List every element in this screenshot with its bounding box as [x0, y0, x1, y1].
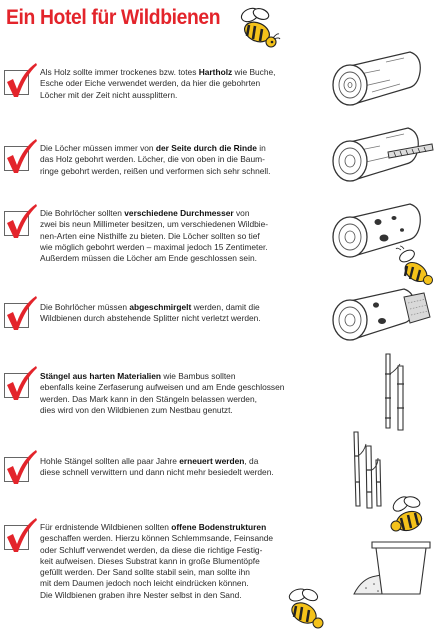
tip-run: nen-Arten eine Nisthilfe zu bieten. Die Löcher sollten so tief — [40, 230, 260, 241]
tip-line — [40, 545, 273, 556]
tip-run: ringe gebohrt werden, reißen und verformen sich sehr schnell. — [40, 165, 271, 176]
tip-text — [40, 456, 274, 479]
log-sandpaper-icon — [320, 283, 432, 351]
tip-text — [40, 371, 284, 416]
tip-run: mit dem Daumen jedoch noch leicht eindrücken können. — [40, 578, 249, 589]
tip-run: ebenfalls keine Zerfaserung aufweisen und am Ende geschlossen — [40, 382, 285, 393]
tip-line — [40, 231, 268, 242]
bee-icon — [235, 6, 281, 50]
tip-run: in — [256, 143, 266, 153]
bee-icon — [282, 586, 328, 630]
tip-run: Die Wildbienen graben ihre Nester selbst in den Sand. — [40, 589, 242, 600]
tip-highlight: Stängel aus harten Materialien — [40, 371, 162, 381]
tip-line — [40, 371, 284, 382]
tip-text — [40, 302, 261, 325]
checkbox-icon — [4, 457, 29, 482]
tip-line — [40, 382, 284, 393]
tip-highlight: erneuert werden — [179, 456, 245, 466]
tip-run: Wildbienen durch abstehende Splitter nicht verletzt werden. — [40, 313, 261, 324]
tip-run: das Holz gebohrt werden. Löcher, die von oben in die Baum- — [40, 154, 265, 165]
tip-line — [40, 154, 270, 165]
tip-line — [40, 78, 276, 89]
tip-text — [40, 67, 276, 101]
tip-text — [40, 522, 273, 601]
checkbox-icon — [4, 211, 29, 236]
tip-run: , da — [244, 456, 259, 466]
tip-line — [40, 166, 270, 177]
tip-line — [40, 143, 270, 154]
bee-icon — [395, 246, 437, 284]
tip-run: Als Holz sollte immer trockenes bzw. totes — [40, 67, 199, 77]
tip-run: Für erdnistende Wildbienen sollten — [40, 522, 172, 532]
tip-line — [40, 533, 273, 544]
tip-run: gefüllt werden. Der Sand sollte stabil sein, man sollte ihn — [40, 567, 250, 578]
tip-line — [40, 567, 273, 578]
tip-run: Die Bohrlöcher sollten — [40, 208, 125, 218]
tip-run: Esche oder Eiche verwendet werden, da hier die gebohrten — [40, 78, 261, 89]
tip-run: dies wird von den Wildbienen zum Nestbau genutzt. — [40, 404, 233, 415]
tip-run: Hohle Stängel sollten alle paar Jahre — [40, 456, 180, 466]
tip-line — [40, 405, 284, 416]
tip-line — [40, 313, 261, 324]
hollow-stalks-icon — [348, 426, 388, 510]
tip-line — [40, 208, 268, 219]
checkbox-icon — [4, 146, 29, 171]
checkbox-icon — [4, 303, 29, 328]
sand-pot-icon — [352, 538, 436, 598]
tip-run: Außerdem müssen die Löcher am Ende geschlossen sein. — [40, 253, 257, 264]
tip-text — [40, 208, 268, 264]
checkbox-icon — [4, 70, 29, 95]
tip-highlight: Hartholz — [198, 67, 233, 77]
tip-run: werden, damit die — [191, 302, 260, 312]
tip-run: keit aufweisen. Dieses Substrat kann in große Blumentöpfe — [40, 555, 260, 566]
tip-run: von — [233, 208, 250, 218]
tip-line — [40, 67, 276, 78]
page-title: Ein Hotel für Wildbienen — [6, 6, 221, 29]
tip-run: Die Löcher müssen immer von — [40, 143, 156, 153]
tip-highlight: abgeschmirgelt — [129, 302, 192, 312]
tip-line — [40, 522, 273, 533]
log-drill-icon — [320, 122, 438, 192]
tip-line — [40, 90, 276, 101]
tip-run: wie Buche, — [232, 67, 276, 77]
tip-line — [40, 394, 284, 405]
tip-line — [40, 578, 273, 589]
tip-line — [40, 556, 273, 567]
checkbox-icon — [4, 525, 29, 550]
tip-run: zwei bis neun Millimeter besitzen, um verschiedenen Wildbie- — [40, 219, 269, 230]
checkbox-icon — [4, 373, 29, 398]
tip-line — [40, 219, 268, 230]
tip-run: werden. Das Mark kann in den Stängeln belassen werden, — [40, 393, 257, 404]
bamboo-stalks-icon — [378, 352, 414, 432]
tip-run: wie möglich gebohrt werden – maximal jedoch 15 Zentimeter. — [40, 241, 268, 252]
tip-highlight: offene Bodenstrukturen — [171, 522, 267, 532]
tip-text — [40, 143, 270, 177]
tip-run: diese schnell verwittern und dann nicht mehr besiedelt werden. — [40, 467, 274, 478]
tip-line — [40, 590, 273, 601]
tip-line — [40, 302, 261, 313]
log-icon — [320, 48, 428, 116]
tip-run: Löcher mit der Zeit nicht aussplittern. — [40, 89, 178, 100]
tip-highlight: der Seite durch die Rinde — [155, 143, 257, 153]
tip-highlight: verschiedene Durchmesser — [124, 208, 234, 218]
bee-icon — [388, 494, 434, 536]
tip-line — [40, 456, 274, 467]
tip-line — [40, 242, 268, 253]
tip-line — [40, 253, 268, 264]
tip-line — [40, 467, 274, 478]
tip-run: geschaffen werden. Hierzu können Schlemmsande, Feinsande — [40, 533, 274, 544]
tip-run: Die Bohrlöcher müssen — [40, 302, 130, 312]
tip-run: oder Schluff verwendet werden, da diese die richtige Festig- — [40, 544, 263, 555]
tip-run: wie Bambus sollten — [161, 371, 236, 381]
